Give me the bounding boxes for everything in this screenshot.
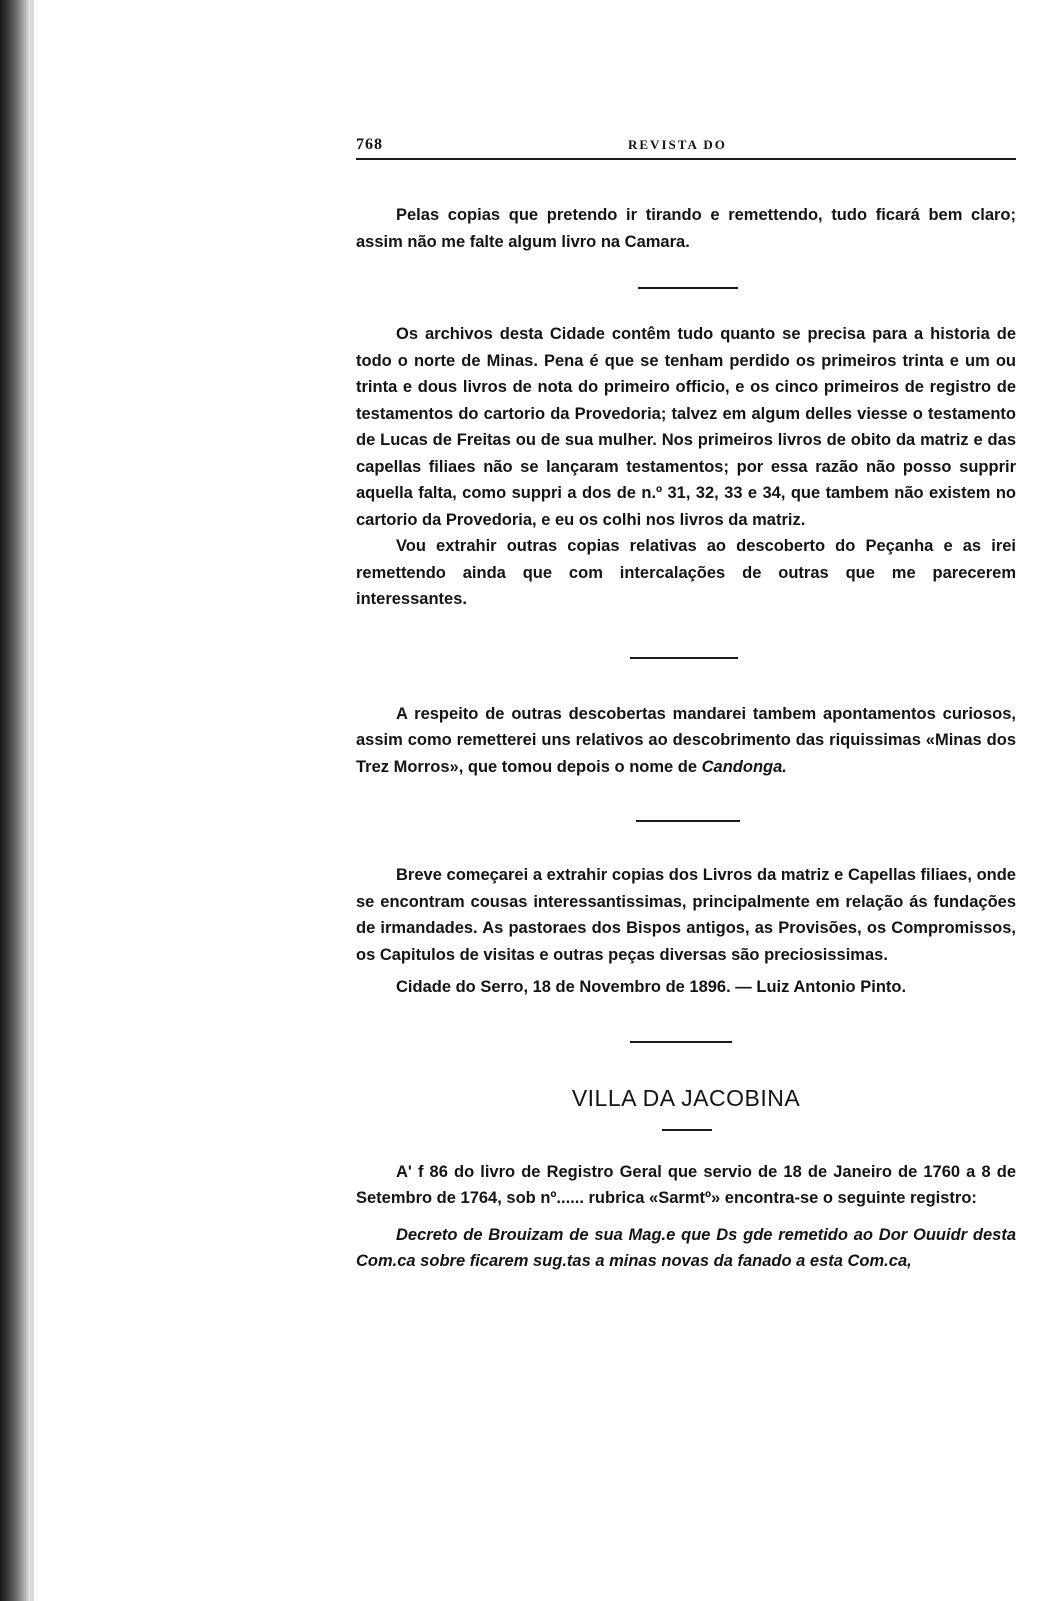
paragraph-livros-matriz: Breve começarei a extrahir copias dos Livros da matriz e Capellas filiaes, onde se encontram cousas interessantissimas, principalmente em relação ás fundações de irmandades. As pastoraes dos Bispos antigos, as Provisões, os Compromissos, os Capitulos de visitas e outras peças diversas são preciosissimas. [356, 866, 1016, 964]
place-name-candonga: Candonga. [701, 757, 787, 776]
section-divider [630, 1041, 732, 1043]
page-number: 768 [356, 136, 383, 153]
paragraph-extrahir: Vou extrahir outras copias relativas ao descoberto do Peçanha e as irei remettendo ainda que com intercalações de outras que me parecerem interessantes. [356, 537, 1016, 608]
scanned-page-edge [0, 0, 30, 1601]
paragraph-archivos: Os archivos desta Cidade contêm tudo quanto se precisa para a historia de todo o norte de Minas. Pena é que se tenham perdido os primeiros trinta e um ou trinta e dous livros de nota do primeiro officio, e os cinco primeiros de registro de testamentos do cartorio da Provedoria; talvez em algum delles viesse o testamento de Lucas de Freitas ou de sua mulher. Nos primeiros livros de obito da matriz e das capellas filiaes não se lançaram testamentos; por essa razão não posso supprir aquella falta, como suppri a dos de n.º 31, 32, 33 e 34, que tambem não existem no cartorio da Provedoria, e eu os colhi nos livros da matriz. [356, 325, 1016, 529]
section-divider [638, 287, 738, 289]
decree-text: Decreto de Brouizam de sua Mag.e que Ds gde remetido ao Dor Ouuidr desta Com.ca sobre ficarem sug.tas a minas novas da fanado a esta Com.ca, [356, 1225, 1016, 1270]
paragraph-descobertas [356, 701, 1016, 781]
title-underline [662, 1129, 712, 1131]
running-header [356, 136, 1016, 160]
text-column [356, 136, 1016, 1275]
paragraph-descobertas-text: A respeito de outras descobertas mandarei tambem apontamentos curiosos, assim como remetterei uns relativos ao descobrimento das riquissimas «Minas dos Trez Morros», que tomou depois o nome de [356, 704, 1016, 776]
signature-line: Cidade do Serro, 18 de Novembro de 1896. — Luiz Antonio Pinto. [396, 978, 907, 996]
paragraph-registro: A' f 86 do livro de Registro Geral que servio de 18 de Janeiro de 1760 a 8 de Setembro de 1764, sob nº...... rubrica «Sarmtº» encontra-se o seguinte registro: [356, 1162, 1016, 1207]
section-divider [636, 820, 740, 822]
section-divider [630, 657, 738, 659]
journal-title: REVISTA DO [628, 137, 727, 152]
section-title: VILLA DA JACOBINA [571, 1084, 801, 1111]
paragraph-copias: Pelas copias que pretendo ir tirando e remettendo, tudo ficará bem claro; assim não me falte algum livro na Camara. [356, 206, 1016, 251]
